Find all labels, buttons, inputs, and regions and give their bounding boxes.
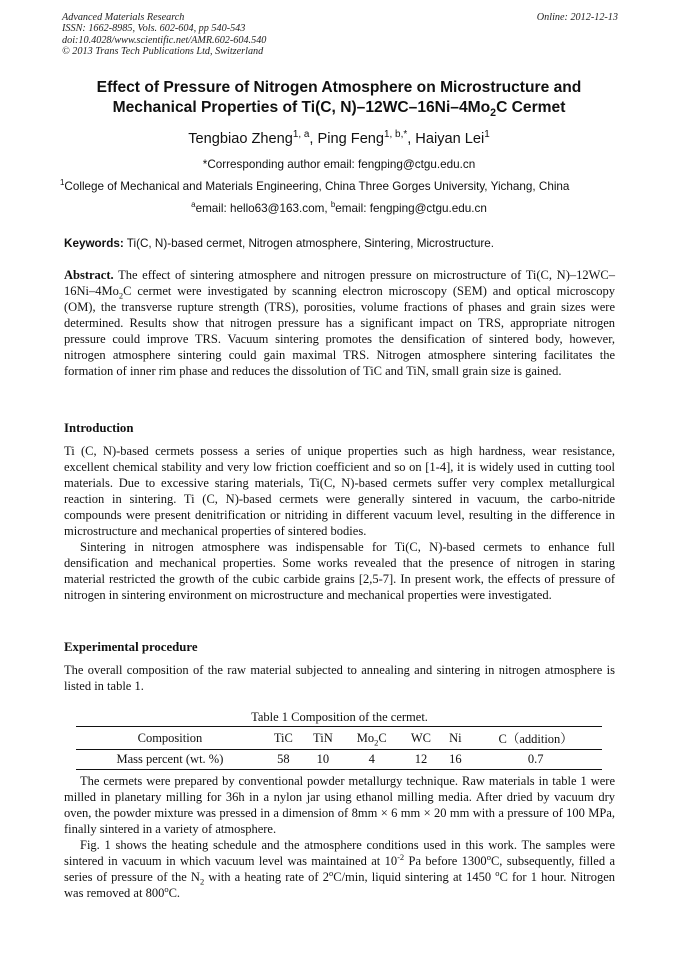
- experimental-intro: The overall composition of the raw material subjected to annealing and sintering in nitrogen atmosphere is listed in table 1.: [64, 663, 615, 693]
- title-line-2-text: Mechanical Properties of Ti(C, N)–12WC–16Ni–4Mo: [112, 99, 491, 116]
- table-cell: 4: [343, 750, 401, 770]
- title-subscript: 2: [490, 107, 497, 120]
- title-line-1: Effect of Pressure of Nitrogen Atmosphere on Microstructure and: [96, 79, 582, 96]
- email-a-marker: a: [191, 200, 196, 210]
- author-1-affil: 1, a: [292, 129, 310, 141]
- journal-name: Advanced Materials Research: [62, 12, 185, 23]
- table-header-mo: Mo: [356, 730, 375, 745]
- table-row-label: Mass percent (wt. %): [76, 750, 264, 770]
- exp-sup: -2: [397, 851, 405, 862]
- abstract-text-1: The effect of sintering atmosphere and nitrogen pressure on microstructure of Ti(C, N)–12WC–16Ni–4Mo: [64, 268, 615, 298]
- author-emails: [40, 202, 638, 215]
- exp-text: Pa before 1300: [404, 854, 487, 868]
- table-cell: 10: [303, 750, 343, 770]
- table-header-cell: Ni: [441, 727, 469, 750]
- table-cell: 58: [264, 750, 303, 770]
- title-line-2: [40, 98, 638, 118]
- table-header-row: [76, 727, 602, 750]
- exp-sub: 2: [199, 876, 205, 887]
- keywords: [64, 237, 616, 250]
- keywords-label: Keywords:: [64, 237, 124, 250]
- author-2: Ping Feng: [317, 131, 385, 147]
- email-b-marker: b: [330, 200, 336, 210]
- exp-sup: o: [328, 867, 334, 878]
- abstract-label: Abstract.: [64, 268, 114, 282]
- intro-paragraph-2: Sintering in nitrogen atmosphere was indispensable for Ti(C, N)-based cermets to enhance full densification and mechanical properties. Some works revealed that the presence of nitrogen in staring material restricted the growth of the cubic carbide grains [2,5-7]. In present work, the effects of pressure of nitrogen in sintering environment on microstructure and mechanical properties were investigated.: [64, 540, 615, 602]
- exp-text: with a heating rate of 2: [204, 870, 329, 884]
- table-header-mo-c: C: [378, 730, 387, 745]
- author-separator: ,: [309, 131, 318, 147]
- exp-sup: o: [486, 851, 491, 862]
- title-line-2-end: C Cermet: [496, 99, 566, 116]
- table-caption: Table 1 Composition of the cermet.: [251, 710, 428, 724]
- author-2-affil: 1, b,*: [384, 129, 408, 141]
- abstract: [64, 267, 615, 379]
- author-3: Haiyan Lei: [415, 131, 485, 147]
- table-header-cell: C（addition）: [469, 727, 602, 750]
- exp-text: C/min, liquid sintering at 1450: [333, 870, 496, 884]
- author-separator: ,: [407, 131, 416, 147]
- email-b: email: fengping@ctgu.edu.cn: [335, 202, 487, 215]
- table-cell: 12: [401, 750, 442, 770]
- table-header-cell: [343, 727, 401, 750]
- exp-text: Fig. 1 shows the heating schedule and the atmosphere conditions used in this work. The samples were sintered in vacuum in which vacuum level was maintained at 10: [64, 838, 615, 868]
- table-cell: 0.7: [469, 750, 602, 770]
- section-heading-introduction: Introduction: [64, 421, 134, 435]
- exp-text: C, subsequently, filled a series of pressure of the N: [64, 854, 615, 884]
- abstract-text-2: C cermet were investigated by scanning electron microscopy (SEM) and optical microscopy (OM), the transverse rupture strength (TRS), porosities, volume fractions of phases and grain sizes were determined. Results show that nitrogen pressure has a significant impact on TRS, appropriate nitrogen pressure could improve TRS. Vacuum sintering promotes the densification of sintered body, however, nitrogen atmosphere sintering could gain maximal TRS. Nitrogen atmosphere sintering facilitates the formation of inner rim phase and reduces the dissolution of TiC and TiN, small grain size is gained.: [64, 284, 615, 378]
- table-header-cell: WC: [401, 727, 442, 750]
- journal-doi[interactable]: doi:10.4028/www.scientific.net/AMR.602-604.540: [62, 34, 267, 46]
- experimental-paragraph-3: [64, 837, 615, 901]
- author-list: [40, 131, 638, 147]
- journal-issn: ISSN: 1662-8985, Vols. 602-604, pp 540-543: [62, 23, 246, 35]
- composition-table: [76, 726, 602, 770]
- affiliation-marker: 1: [60, 178, 65, 188]
- affiliation-text: College of Mechanical and Materials Engineering, China Three Gorges University, Yichang, China: [64, 180, 570, 193]
- table-cell: 16: [441, 750, 469, 770]
- table-header-mo-sub: 2: [374, 737, 379, 747]
- introduction-body: [64, 443, 615, 603]
- journal-copyright: © 2013 Trans Tech Publications Ltd, Switzerland: [62, 46, 264, 58]
- table-header-cell: TiN: [303, 727, 343, 750]
- section-heading-experimental: Experimental procedure: [64, 640, 198, 654]
- exp-text: C for 1 hour. Nitrogen was removed at 800: [64, 870, 615, 900]
- author-3-affil: 1: [484, 129, 490, 141]
- author-1: Tengbiao Zheng: [188, 131, 293, 147]
- online-date: Online: 2012-12-13: [536, 12, 618, 23]
- exp-sup: o: [164, 883, 169, 894]
- affiliation: [60, 180, 630, 193]
- paper-title: [40, 78, 638, 118]
- keywords-text: Ti(C, N)-based cermet, Nitrogen atmosphere, Sintering, Microstructure.: [123, 237, 494, 250]
- table-row: [76, 750, 602, 770]
- email-a: email: hello63@163.com,: [195, 202, 331, 215]
- exp-sup: o: [495, 867, 500, 878]
- intro-paragraph-1: Ti (C, N)-based cermets possess a series of unique properties such as high hardness, wear resistance, excellent chemical stability and very low friction coefficient and so on [1-4], it is widely used in cutting tool materials. Due to excessive staring materials, Ti(C, N)-based cermets suffer very complex metallurgical reaction in sintering. Ti (C, N)-based cermets were generally sintered in vacuum, the carbo-nitride compounds were present denitrification or nitriding in different vacuum level, resulting in the difference in microstructure and mechanical properties of sintered bodies.: [64, 444, 615, 538]
- experimental-paragraph-2: The cermets were prepared by conventional powder metallurgy technique. Raw materials in table 1 were milled in planetary milling for 36h in a nylon jar using ethanol milling media. After dried by vacuum dry oven, the powder mixture was pressed in a dimension of 8mm × 6 mm × 20 mm with a pressure of 100 MPa, finally sintered in a variety of atmosphere.: [64, 774, 615, 836]
- table-header-cell: Composition: [76, 727, 264, 750]
- journal-header: [62, 12, 618, 58]
- experimental-body: [64, 773, 615, 901]
- abstract-subscript: 2: [118, 290, 124, 301]
- table-header-cell: TiC: [264, 727, 303, 750]
- corresponding-author: *Corresponding author email: fengping@ctgu.edu.cn: [202, 158, 476, 171]
- exp-text: C.: [168, 886, 181, 900]
